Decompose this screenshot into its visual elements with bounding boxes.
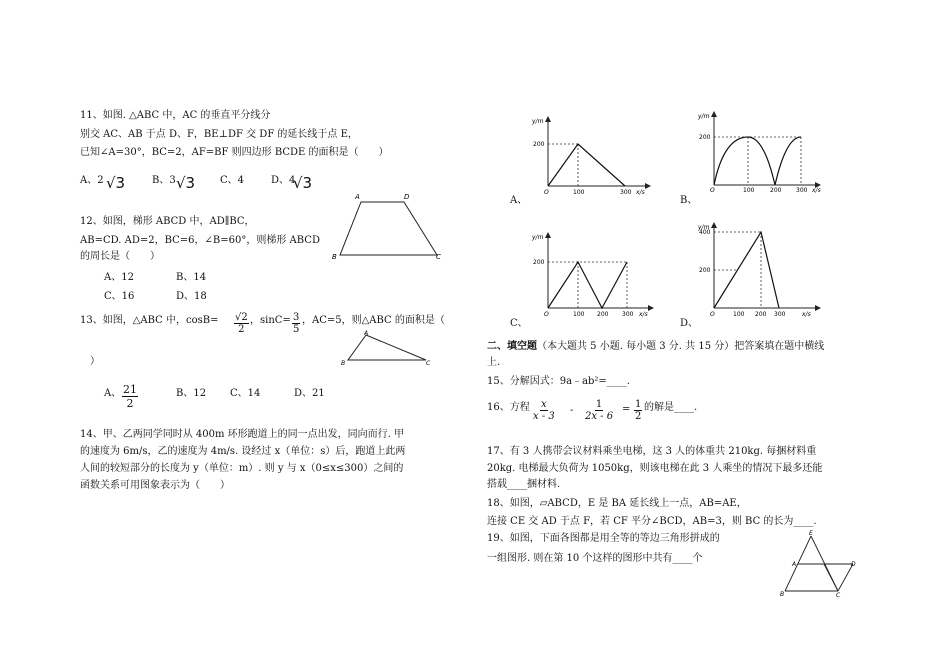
parallelogram-label-d: D — [851, 561, 856, 568]
q16-f3-num: 1 — [635, 399, 642, 410]
q16-suffix: 的解是____. — [644, 402, 698, 413]
parallelogram-label-a: A — [792, 561, 797, 568]
q16-prefix: 16、方程 — [487, 402, 530, 413]
graph-d-x-axis: x/s — [802, 311, 811, 318]
triangle-label-c: C — [426, 360, 431, 367]
q12-line2: AB=CD. AD=2，BC=6，∠B=60°，则梯形 ABCD — [80, 235, 320, 246]
q11-line2: 别交 AC、AB 于点 D、F，BE⊥DF 交 DF 的延长线于点 E， — [80, 129, 358, 140]
q13-close-paren: ） — [90, 356, 100, 367]
graph-b-tick-200: 200 — [699, 134, 711, 141]
q16-fraction-3 — [634, 399, 642, 422]
triangle-figure — [340, 330, 435, 368]
graph-d-tick-200x: 200 — [755, 311, 767, 318]
q12-option-d[interactable]: D、18 — [176, 291, 207, 302]
q13-text-a: 13、如图，△ABC 中，cosB= — [80, 315, 219, 326]
graph-d-tick-300: 300 — [774, 311, 786, 318]
q15-text: 15、分解因式：9a﹣ab²=____. — [487, 376, 630, 387]
trapezoid-figure — [330, 190, 445, 262]
graph-d-tick-100: 100 — [733, 311, 745, 318]
q14-line3: 人间的较短部分的长度为 y（单位：m）. 则 y 与 x（0≤x≤300）之间的 — [80, 463, 404, 474]
q16-fraction-2 — [585, 399, 613, 422]
parallelogram-label-c: C — [836, 592, 841, 598]
graph-a-origin: O — [544, 189, 549, 196]
graph-d — [692, 218, 842, 319]
graph-a-tick-300: 300 — [620, 189, 632, 196]
q13-option-d[interactable]: D、21 — [294, 388, 325, 399]
q13-sin-num: 3 — [293, 312, 300, 323]
q11-option-d-root: √3 — [293, 174, 313, 192]
q18-line1: 18、如图，▱ABCD，E 是 BA 延长线上一点，AB=AE， — [487, 498, 747, 509]
q12-option-b[interactable]: B、14 — [176, 272, 207, 283]
graph-a-label[interactable]: A、 — [510, 195, 528, 206]
q16-f1-den: x - 3 — [533, 411, 555, 422]
q17-line3: 搭载____捆材料. — [487, 479, 561, 490]
q11-option-c[interactable]: C、4 — [220, 175, 245, 186]
triangle-label-b: B — [341, 360, 346, 367]
graph-d-tick-200: 200 — [699, 267, 711, 274]
graph-c-tick-100: 100 — [573, 311, 585, 318]
q11-option-b-root: √3 — [176, 174, 196, 192]
q19-line2: 一组图形. 则在第 10 个这样的图形中共有____个 — [487, 553, 703, 564]
q13-cos-den: 2 — [238, 324, 245, 335]
graph-c-tick-200: 200 — [533, 259, 545, 266]
q16-fraction-1 — [533, 399, 555, 422]
graph-a-x-axis: x/s — [636, 189, 645, 196]
q13-cos-fraction — [234, 312, 249, 335]
q14-line1: 14、甲、乙两同学同时从 400m 环形跑道上的同一点出发，同向而行. 甲 — [80, 429, 405, 440]
graph-d-y-axis: y/m — [698, 224, 710, 231]
graph-c-origin: O — [544, 311, 549, 318]
q19-line1: 19、如图，下面各图都是用全等的等边三角形拼成的 — [487, 533, 720, 544]
graph-a-y-axis: y/m — [532, 118, 544, 125]
graph-c-y-axis: y/m — [532, 234, 544, 241]
section2-title: 二、填空题 — [487, 341, 537, 352]
trapezoid-label-d: D — [404, 193, 410, 201]
graph-b-origin: O — [710, 187, 715, 194]
trapezoid-label-a: A — [355, 193, 360, 201]
graph-d-tick-400: 400 — [699, 229, 711, 236]
q13-option-a[interactable]: A、 — [104, 388, 122, 399]
q11-line1: 11、如图. △ABC 中，AC 的垂直平分线分 — [80, 110, 271, 121]
graph-b-tick-200x: 200 — [770, 187, 782, 194]
q17-line2: 20kg. 电梯最大负荷为 1050kg，则该电梯在此 3 人乘坐的情况下最多还能 — [487, 463, 823, 474]
q11-option-a-root: √3 — [106, 174, 126, 192]
q13-option-a-fraction — [122, 383, 138, 410]
q13-option-a-num: 21 — [123, 383, 137, 396]
q13-text-b: ，sinC= — [250, 315, 291, 326]
q16-f3-den: 2 — [635, 411, 642, 422]
q11-option-b[interactable]: B、3 — [152, 175, 176, 186]
graph-b — [692, 108, 842, 194]
section2-desc: （本大题共 5 小题. 每小题 3 分. 共 15 分）把答案填在题中横线 — [537, 341, 825, 352]
triangle-label-a: A — [364, 330, 369, 337]
graph-b-x-axis: x/s — [812, 187, 821, 194]
parallelogram-figure — [778, 528, 858, 598]
trapezoid-label-c: C — [436, 253, 441, 261]
graph-a — [528, 113, 678, 199]
q12-line1: 12、如图，梯形 ABCD 中，AD∥BC， — [80, 216, 255, 227]
parallelogram-label-b: B — [780, 591, 785, 598]
q12-option-a[interactable]: A、12 — [104, 272, 134, 283]
graph-d-origin: O — [710, 311, 715, 318]
q13-option-c[interactable]: C、14 — [230, 388, 261, 399]
parallelogram-label-e: E — [809, 530, 813, 537]
q12-line3: 的周长是（ ） — [80, 251, 160, 262]
q16-equals: = — [622, 404, 631, 415]
q16-minus: - — [570, 405, 574, 416]
q13-sin-fraction — [292, 312, 300, 335]
graph-a-tick-100: 100 — [573, 189, 585, 196]
q11-option-a[interactable]: A、2 — [80, 175, 104, 186]
q13-cos-num: √2 — [235, 312, 248, 323]
q18-line2: 连接 CE 交 AD 于点 F，若 CF 平分∠BCD，AB=3，则 BC 的长为____. — [487, 516, 817, 527]
graph-d-label[interactable]: D、 — [680, 318, 699, 329]
graph-c-label[interactable]: C、 — [510, 318, 528, 329]
graph-a-tick-200: 200 — [533, 141, 545, 148]
graph-b-y-axis: y/m — [698, 113, 710, 120]
q14-line2: 的速度为 6m/s，乙的速度为 4m/s. 设经过 x（单位：s）后，跑道上此两 — [80, 446, 406, 457]
trapezoid-label-b: B — [332, 253, 337, 261]
graph-b-tick-300: 300 — [796, 187, 808, 194]
graph-c-tick-200x: 200 — [597, 311, 609, 318]
section2-desc2: 上. — [487, 357, 501, 368]
q11-line3: 已知∠A=30°，BC=2，AF=BF 则四边形 BCDE 的面积是（ ） — [80, 147, 389, 158]
q14-line4: 函数关系可用图象表示为（ ） — [80, 480, 230, 491]
q13-sin-den: 5 — [293, 324, 300, 335]
q16-f1-num: x — [541, 399, 547, 410]
q17-line1: 17、有 3 人携带会议材料乘坐电梯，这 3 人的体重共 210kg. 每捆材料重 — [487, 446, 817, 457]
q16-f2-den: 2x - 6 — [585, 411, 614, 422]
graph-c-tick-300: 300 — [622, 311, 634, 318]
q13-text-c: ，AC=5，则△ABC 的面积是（ — [302, 315, 445, 326]
q16-f2-num: 1 — [595, 399, 603, 410]
section2-heading — [487, 339, 824, 354]
graph-b-tick-100: 100 — [743, 187, 755, 194]
q11-option-d[interactable]: D、4 — [271, 175, 296, 186]
q12-option-c[interactable]: C、16 — [104, 291, 135, 302]
q13-option-a-den: 2 — [126, 397, 134, 410]
graph-b-label[interactable]: B、 — [680, 195, 698, 206]
graph-c-x-axis: x/s — [639, 311, 648, 318]
graph-c — [528, 229, 678, 319]
q13-option-b[interactable]: B、12 — [176, 388, 207, 399]
